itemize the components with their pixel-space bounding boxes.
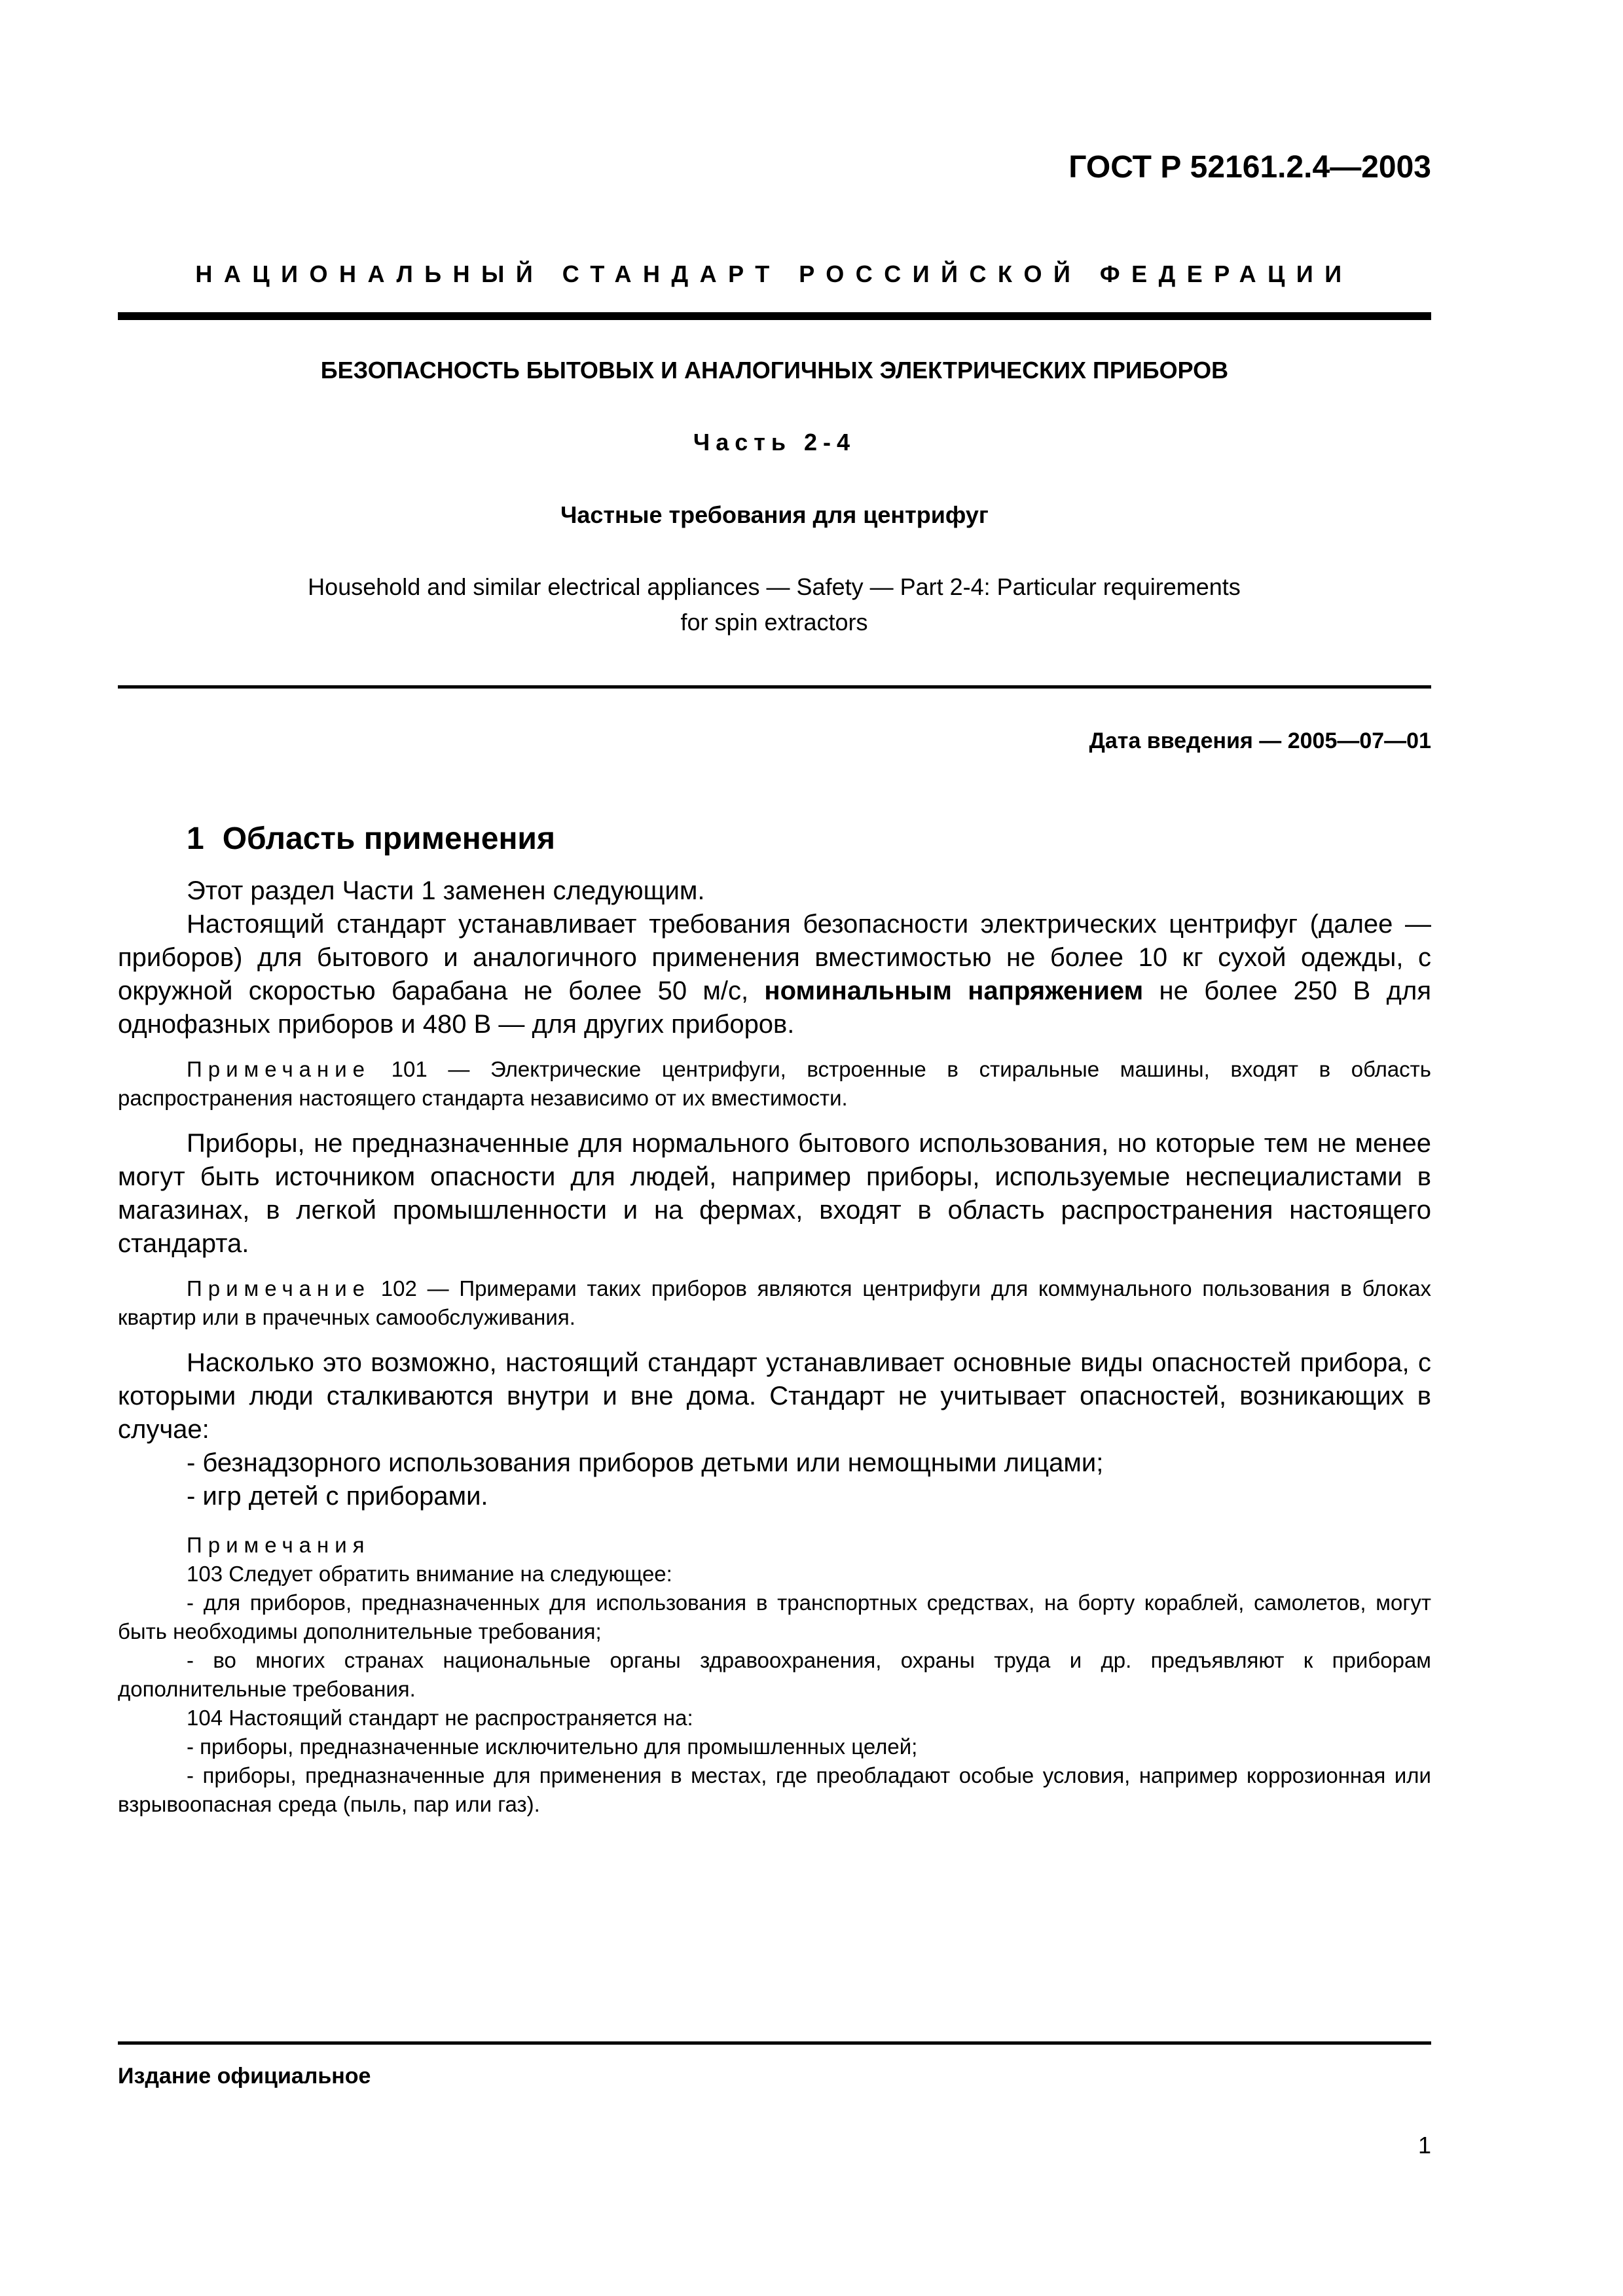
note-103-item: - для приборов, предназначенных для использования в транспортных средствах, на борту кораблей, самолетов, могут быть необходимы дополнительные требования; — [118, 1590, 1431, 1643]
note-104-item: - приборы, предназначенные для применения в местах, где преобладают особые условия, например коррозионная или взрывоопасная среда (пыль, пар или газ). — [118, 1763, 1431, 1816]
document-number: ГОСТ Р 52161.2.4—2003 — [1068, 150, 1431, 185]
note-104-item: - приборы, предназначенные исключительно для промышленных целей; — [187, 1734, 918, 1759]
paragraph-non-household: Приборы, не предназначенные для нормального бытового использования, но которые тем не менее могут быть источником опасности для людей, например приборы, используемые неспециалистами в магазинах, в легкой промышленности и на фермах, входят в область распространения настоящего стандарта. — [118, 1129, 1431, 1258]
spacer — [118, 1513, 1431, 1531]
note-103-item: - во многих странах национальные органы здравоохранения, охраны труда и др. предъявляют к приборам дополнительные требования. — [118, 1648, 1431, 1701]
note-102-text: 102 — Примерами таких приборов являются центрифуги для коммунального пользования в блоках квартир или в прачечных самообслуживания. — [118, 1276, 1431, 1329]
national-standard-banner: НАЦИОНАЛЬНЫЙ СТАНДАРТ РОССИЙСКОЙ ФЕДЕРАЦИИ — [195, 260, 1353, 287]
title-divider — [118, 685, 1431, 689]
list-item: - безнадзорного использования приборов детьми или немощными лицами; — [187, 1448, 1104, 1477]
standard-subtitle: Частные требования для центрифуг — [560, 501, 989, 528]
english-title-line-2: for spin extractors — [680, 609, 868, 636]
note-101-text: 101 — Электрические центрифуги, встроенные в стиральные машины, входят в область распространения настоящего стандарта независимо от их вместимости. — [118, 1057, 1431, 1110]
notes-block — [118, 1531, 1431, 1819]
paragraph-hazards: Насколько это возможно, настоящий стандарт устанавливает основные виды опасностей прибора, с которыми люди сталкиваются внутри и вне дома. Стандарт не учитывает опасностей, возникающих в случае: — [118, 1348, 1431, 1444]
scope-text-a: Настоящий стандарт устанавливает требования безопасности электрических центрифуг (далее — приборов) для бытового и аналогичного применения вместимостью не более 10 кг сухой одежды, с окружной скоростью барабана не более 50 м/с, — [118, 910, 1431, 1005]
notes-heading: Примечания — [187, 1533, 371, 1557]
section-number: 1 — [187, 821, 204, 856]
note-102-label: Примечание — [187, 1276, 371, 1300]
introduction-date: Дата введения — 2005—07—01 — [1089, 728, 1431, 753]
paragraph-replaced: Этот раздел Части 1 заменен следующим. — [187, 876, 705, 905]
english-title-line-1: Household and similar electrical appliances — Safety — Part 2-4: Particular requirements — [308, 573, 1241, 600]
note-102 — [118, 1274, 1431, 1332]
list-item: - игр детей с приборами. — [187, 1482, 488, 1511]
note-101-label: Примечание — [187, 1057, 371, 1081]
header-divider — [118, 312, 1431, 320]
part-label: Часть 2-4 — [693, 429, 856, 456]
note-101 — [118, 1055, 1431, 1113]
section-title: Область применения — [222, 821, 555, 856]
standard-title: БЕЗОПАСНОСТЬ БЫТОВЫХ И АНАЛОГИЧНЫХ ЭЛЕКТРИЧЕСКИХ ПРИБОРОВ — [320, 357, 1229, 384]
section-body — [118, 874, 1431, 1819]
footer-divider — [118, 2041, 1431, 2045]
scope-text-b: не более 250 В для однофазных приборов и 480 В — для других приборов. — [118, 977, 1431, 1039]
page-number: 1 — [1417, 2132, 1431, 2159]
paragraph-scope — [118, 908, 1431, 1041]
english-title — [249, 569, 1300, 640]
note-103-intro: 103 Следует обратить внимание на следующее: — [187, 1562, 672, 1586]
scope-bold-term: номинальным напряжением — [764, 977, 1144, 1005]
section-heading — [187, 821, 555, 857]
note-104-intro: 104 Настоящий стандарт не распространяется на: — [187, 1706, 693, 1730]
edition-label: Издание официальное — [118, 2064, 371, 2089]
